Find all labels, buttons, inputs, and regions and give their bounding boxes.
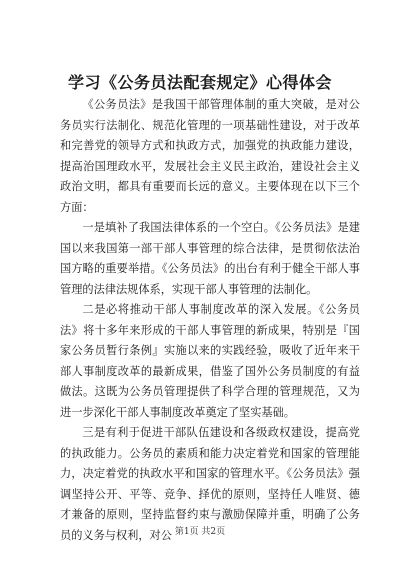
paragraph-point-two: 二是必将推动干部人事制度改革的深入发展。《公务员法》将十多年来形成的干部人事管理的新成果，特别是『国家公务员暂行条例』实施以来的实践经验，吸收了近年来干部人事制度改革的最新成果，借鉴了国外公务员制度的有益做法。这既为公务员管理提供了科学合理的管理规范，又为进一步深化干部人事制度改革奠定了坚实基础。: [60, 303, 360, 419]
paragraph-point-three: 三是有利于促进干部队伍建设和各级政权建设，提高党的执政能力。公务员的素质和能力决定着党和国家的管理能力，决定着党的执政水平和国家的管理水平。《公务员法》强调坚持公开、平等、竞争、择优的原则，坚持任人唯贤、德才兼备的原则，坚持监督约束与激励保障并重，明确了公务员的义务与权利，对公: [60, 426, 360, 542]
page-number-footer: 第1页 共2页: [174, 527, 226, 537]
paragraph-point-one: 一是填补了我国法律体系的一个空白。《公务员法》是建国以来我国第一部干部人事管理的综合法律，是贯彻依法治国方略的重要举措。《公务员法》的出台有利于健全干部人事管理的法律法规体系，实现干部人事管理的法制化。: [60, 221, 360, 296]
paragraph-intro: 《公务员法》是我国干部管理体制的重大突破，是对公务员实行法制化、规范化管理的一项基础性建设，对于改革和完善党的领导方式和执政方式，加强党的执政能力建设，提高治国理政水平，发展社会主义民主政治，建设社会主义政治文明，都具有重要而长远的意义。主要体现在以下三个方面：: [60, 98, 360, 214]
document-body: [60, 95, 360, 546]
document-title: 学习《公务员法配套规定》心得体会: [67, 73, 332, 92]
